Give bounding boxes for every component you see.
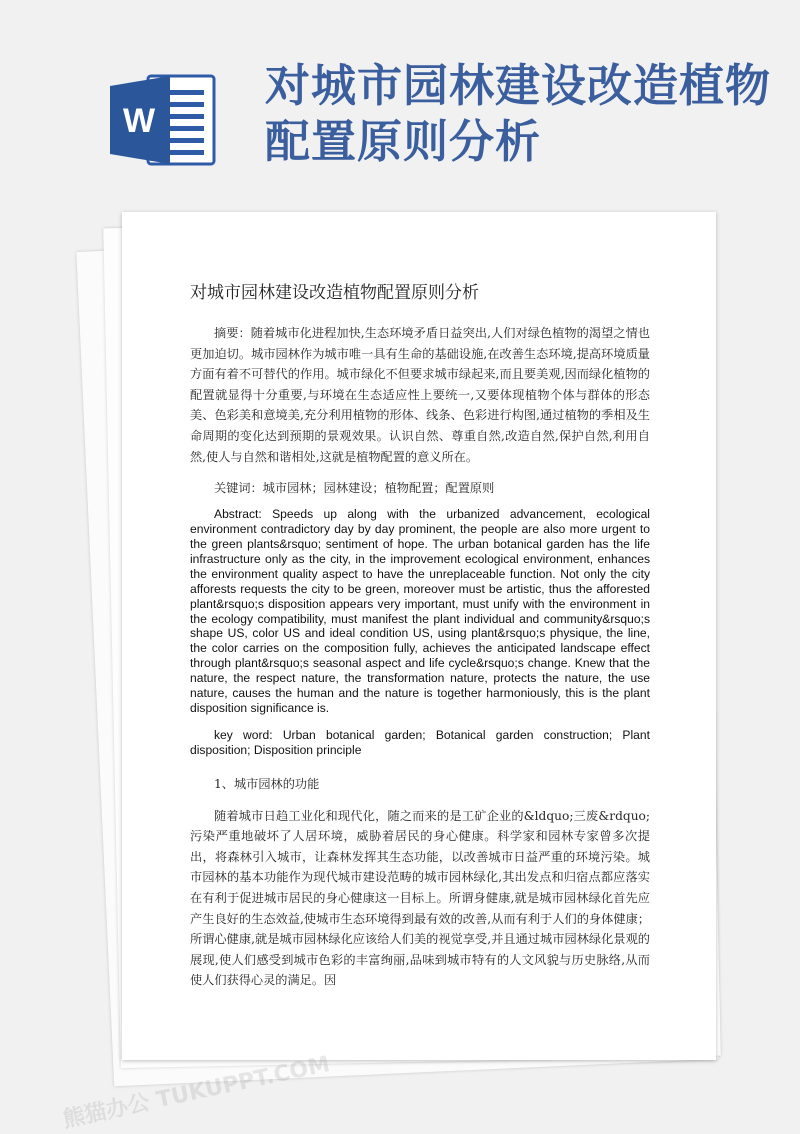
abstract-cn: 摘要：随着城市化进程加快,生态环境矛盾日益突出,人们对绿色植物的渴望之情也更加迫切。城市园林作为城市唯一具有生命的基础设施,在改善生态环境,提高环境质量方面有着不可替代的作用。城市绿化不但要求城市绿起来,而且要美观,因而绿化植物的配置就显得十分重要,与环境在生态适应性上要统一,又要体现植物个体与群体的形态美、色彩美和意境美,充分利用植物的形体、线条、色彩进行构图,通过植物的季相及生命周期的变化达到预期的景观效果。认识自然、尊重自然,改造自然,保护自然,利用自然,使人与自然和谐相处,这就是植物配置的意义所在。 [190,326,650,464]
document-page [122,212,716,1060]
section-body: 随着城市日趋工业化和现代化，随之而来的是工矿企业的&ldquo;三废&rdquo;污染严重地破坏了人居环境，威胁着居民的身心健康。科学家和园林专家曾多次提出，将森林引入城市，让森林发挥其生态功能，以改善城市日益严重的环境污染。城市园林的基本功能作为现代城市建设范畴的城市园林绿化,其出发点和归宿点都应落实在有利于促进城市居民的身心健康这一目标上。所谓身健康,就是城市园林绿化首先应产生良好的生态效益,使城市生态环境得到最有效的改善,从而有利于人们的身体健康；所谓心健康,就是城市园林绿化应该给人们美的视觉享受,并且通过城市园林绿化景观的展现,使人们感受到城市色彩的丰富绚丽,品味到城市特有的人文风貌与历史脉络,从而使人们获得心灵的满足。因 [190,808,650,988]
keywords-en: key word: Urban botanical garden; Botanical garden construction; Plant disposition; Disposition principle [190,727,650,757]
abstract-en: Abstract: Speeds up along with the urbanized advancement, ecological environment contradictory day by day prominent, the people are also more urgent to the green plants&rsquo; sentiment of hope. The urban botanical garden has the life infrastructure only as the city, in the improvement ecological environment, enhances the environment quality aspect to have the unreplaceable function. Not only the city afforests requests the city to be green, moreover must be artistic, thus the afforested plant&rsquo;s disposition appears very important, must unify with the environment in the ecology compatibility, must manifest the plant individual and community&rsquo;s shape US, color US and ideal condition US, using plant&rsquo;s physique, the line, the color carries on the composition fully, achieves the anticipated landscape effect through plant&rsquo;s seasonal aspect and life cycle&rsquo;s change. Knew that the nature, the respect nature, the transformation nature, protects the nature, the use nature, causes the human and the nature is together harmoniously, this is the plant disposition significance is. [190,507,650,715]
document-title: 对城市园林建设改造植物配置原则分析 [190,283,479,303]
word-document-icon [108,72,220,168]
banner-title: 对城市园林建设改造植物配置原则分析 [265,59,772,168]
watermark: 熊猫办公 TUKUPPT.COM [60,1051,333,1133]
banner [0,0,800,200]
word-icon-letter: W [122,102,156,140]
document-body [190,278,650,991]
keywords-cn: 关键词：城市园林；园林建设；植物配置；配置原则 [214,481,495,496]
section-heading: 1、城市园林的功能 [214,776,320,791]
